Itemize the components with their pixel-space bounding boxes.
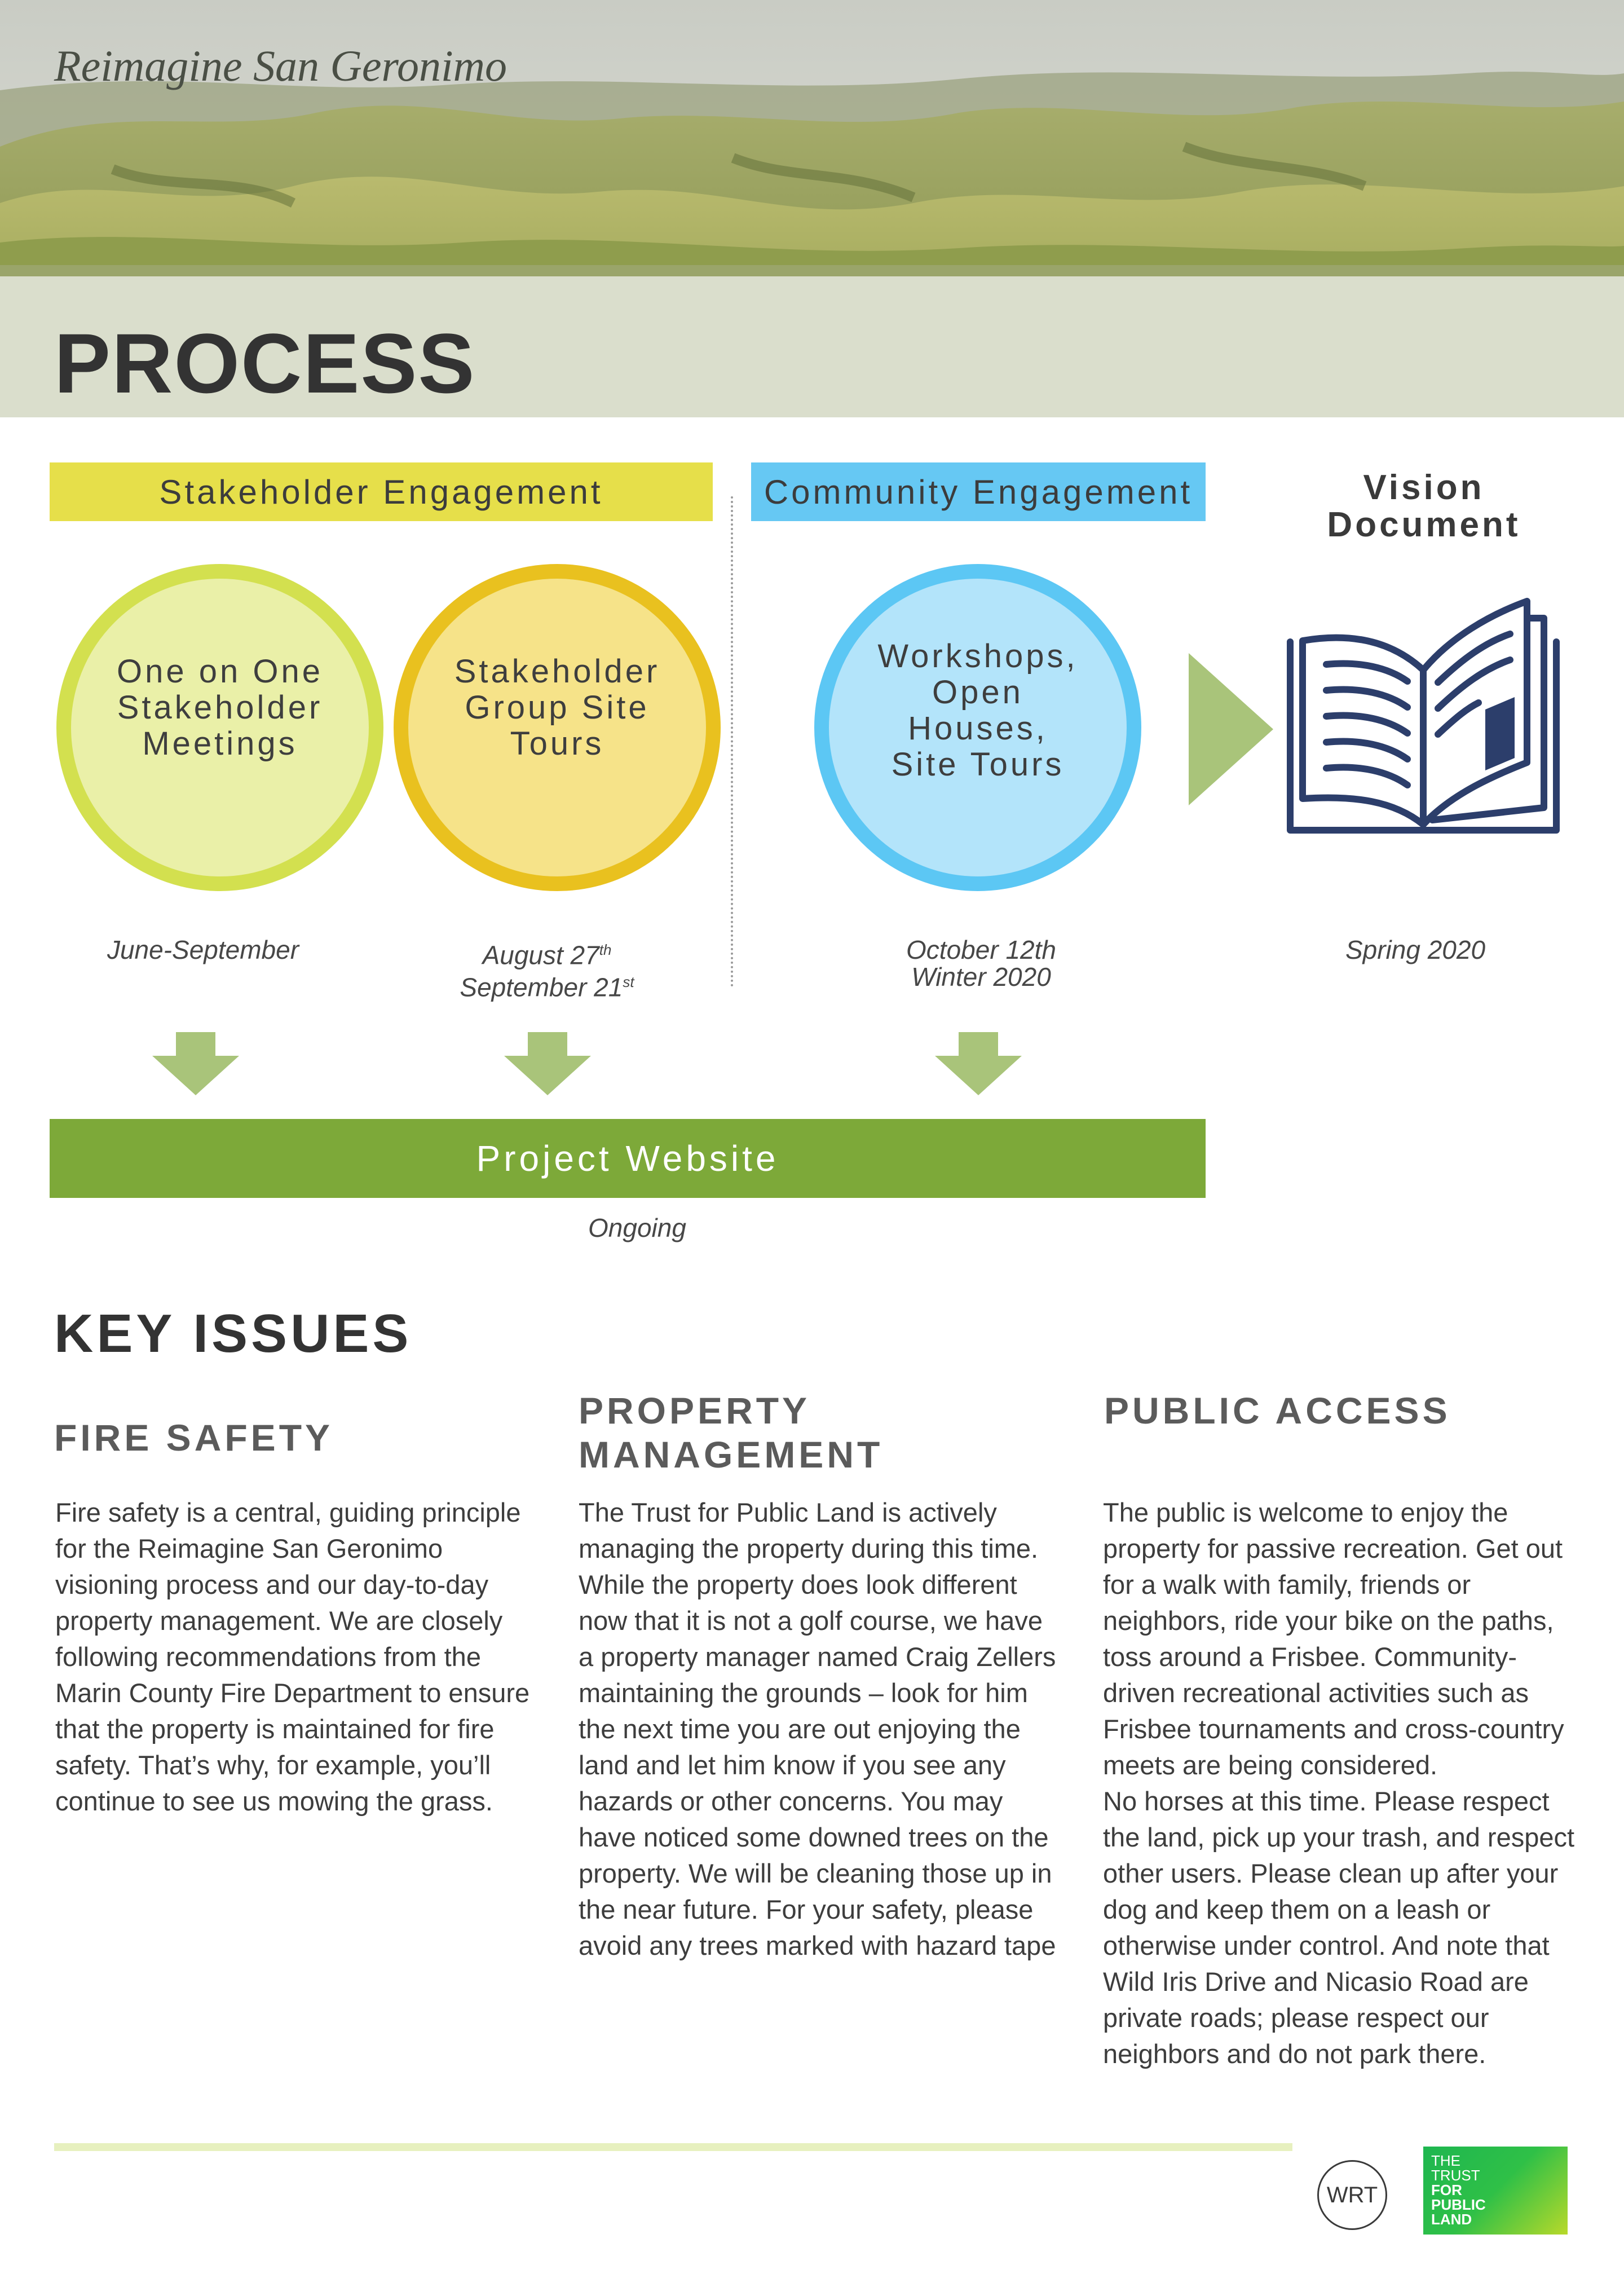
wrt-logo-text: WRT	[1326, 2182, 1378, 2207]
step-label: Stakeholder Group Site Tours	[454, 653, 660, 762]
project-website-date: Ongoing	[588, 1213, 686, 1242]
community-engagement-label: Community Engagement	[764, 473, 1193, 511]
footer-rule	[54, 2143, 1292, 2151]
stakeholder-engagement-label: Stakeholder Engagement	[159, 473, 603, 511]
key-issues-title: KEY ISSUES	[54, 1303, 412, 1364]
date-text: Spring 2020	[1345, 935, 1486, 964]
body-paragraph: The public is welcome to enjoy the property for passive recreation. Get out for a walk with family, friends or neighbors, ride your bike on the paths, toss around a Frisbee. Community-driven recreational activities such as Frisbee tournaments and cross-country meets are being considered.	[1103, 1497, 1564, 1780]
logo-line: LAND	[1431, 2211, 1472, 2228]
heading-line: MANAGEMENT	[579, 1434, 884, 1475]
date-text: October 12th	[906, 935, 1056, 964]
date-suffix: st	[623, 973, 634, 991]
date-one-on-one	[62, 936, 344, 963]
arrow-right-icon	[1189, 653, 1273, 805]
project-website-bar	[50, 1119, 1206, 1198]
hero-banner	[0, 0, 1624, 417]
step-label: Workshops, Open Houses, Site Tours	[877, 638, 1078, 783]
logo-line: FOR	[1431, 2182, 1462, 2198]
date-suffix: th	[599, 941, 612, 958]
vision-document-heading: Vision Document	[1327, 468, 1521, 544]
project-website-label: Project Website	[476, 1138, 779, 1179]
step-label: One on One Stakeholder Meetings	[117, 653, 323, 762]
arrow-down-icon	[152, 1032, 239, 1095]
phase-divider	[731, 496, 733, 987]
property-management-body: The Trust for Public Land is actively managing the property during this time. While the property does look different now that it is not a golf course, we have a property manager named Craig Zellers maintaining the grounds – look for him the next time you are out enjoying the land and let him know if you see any hazards or other concerns. You may have noticed some downed trees on the property. We will be cleaning those up in the near future. For your safety, please avoid any trees marked with hazard tape	[579, 1497, 1056, 1960]
body-paragraph: No horses at this time. Please respect the land, pick up your trash, and respect other users. Please clean up after your dog and keep them on a leash or otherwise under control. And note that Wild Iris Drive and Nicasio Road are private roads; please respect our neighbors and do not park there.	[1103, 1786, 1575, 2069]
date-workshops	[840, 936, 1122, 990]
date-vision-document	[1274, 936, 1556, 963]
logo-line: TRUST	[1431, 2167, 1480, 2184]
trust-for-public-land-logo	[1423, 2147, 1568, 2235]
date-site-tours	[406, 936, 688, 1001]
stakeholder-engagement-bar	[50, 462, 713, 521]
page-title: PROCESS	[54, 316, 476, 411]
date-text: September 21	[460, 972, 623, 1002]
community-engagement-bar	[751, 462, 1206, 521]
step-circle-workshops	[814, 564, 1141, 891]
arrow-down-icon	[935, 1032, 1022, 1095]
date-text: Winter 2020	[911, 962, 1051, 991]
date-text: June-September	[107, 935, 299, 964]
public-access-heading: PUBLIC ACCESS	[1104, 1390, 1451, 1431]
step-circle-site-tours	[394, 564, 721, 891]
date-text: August 27	[482, 940, 599, 970]
wrt-logo	[1317, 2160, 1387, 2230]
public-access-body	[1103, 1495, 1588, 2072]
step-circle-one-on-one	[56, 564, 383, 891]
open-book-icon	[1287, 598, 1560, 835]
fire-safety-heading: FIRE SAFETY	[54, 1417, 334, 1458]
heading-line: PROPERTY	[579, 1390, 811, 1431]
arrow-down-icon	[504, 1032, 591, 1095]
logo-line: THE	[1431, 2152, 1460, 2169]
fire-safety-body: Fire safety is a central, guiding principle for the Reimagine San Geronimo visioning process and our day-to-day property management. We are closely following recommendations from the Marin County Fire Department to ensure that the property is maintained for fire safety. That’s why, for example, you’ll continue to see us mowing the grass.	[55, 1497, 530, 1816]
logo-line: PUBLIC	[1431, 2196, 1486, 2213]
property-management-heading	[579, 1389, 883, 1477]
site-name: Reimagine San Geronimo	[54, 41, 507, 90]
